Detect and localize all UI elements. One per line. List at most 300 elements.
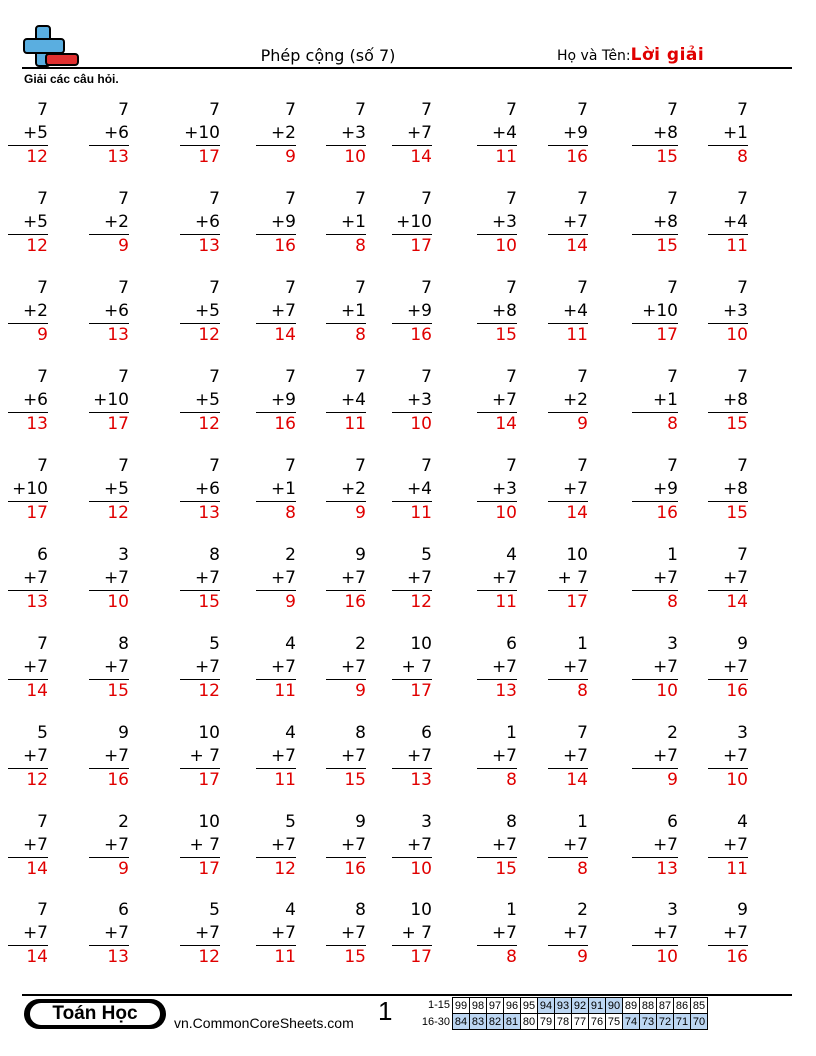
problem [708,366,748,436]
problem-addend-bottom: +7 [103,657,129,677]
problem-answer: 14 [8,857,48,881]
problem-addend-bottom: +7 [652,835,678,855]
problem-addend-bottom: +7 [22,923,48,943]
problem-answer: 16 [326,590,366,614]
problem-addend-top: 7 [421,189,432,209]
problem-answer: 8 [477,768,517,792]
problem-answer: 13 [89,145,129,169]
problem-addend-top: 6 [421,723,432,743]
problem-addend-top: 7 [209,367,220,387]
problem-addend-top: 7 [118,100,129,120]
problem [326,188,366,258]
score-cell: 78 [555,1014,572,1030]
problem-addend-bottom: +4 [722,212,748,232]
problem [89,277,129,347]
problem-answer: 14 [8,679,48,703]
problem-answer: 11 [708,857,748,881]
problem [8,188,48,258]
problem [256,277,296,347]
problem [548,544,588,614]
score-cell: 84 [453,1014,470,1030]
score-label-1: 1-15 [427,999,450,1011]
problem-answer: 12 [8,145,48,169]
problem-addend-top: 7 [37,189,48,209]
problem-addend-bottom: +2 [22,301,48,321]
brand-badge [24,999,166,1029]
score-cell: 92 [572,998,589,1014]
problem-addend-top: 9 [355,812,366,832]
problem-answer: 13 [89,323,129,347]
problem-addend-bottom: +7 [103,746,129,766]
problem-addend-bottom: +1 [270,479,296,499]
score-cell: 82 [487,1014,504,1030]
problem-answer: 15 [708,501,748,525]
problem-answer: 11 [708,234,748,258]
footer-divider [22,994,792,996]
problem-addend-bottom: +1 [340,212,366,232]
problem [708,899,748,969]
problem-answer: 17 [8,501,48,525]
problem-answer: 9 [632,768,678,792]
score-cell: 91 [589,998,606,1014]
problem-addend-top: 5 [209,900,220,920]
problem-answer: 8 [477,945,517,969]
problem-addend-top: 7 [209,456,220,476]
problem-addend-top: 7 [37,278,48,298]
problem-addend-top: 1 [506,900,517,920]
problem-addend-bottom: +7 [270,746,296,766]
problem-answer: 14 [548,501,588,525]
problem-answer: 15 [477,857,517,881]
problem [632,811,678,881]
problem [89,99,129,169]
problem-answer: 15 [89,679,129,703]
problem-addend-bottom: +7 [562,657,588,677]
score-cell: 90 [606,998,623,1014]
problem-addend-bottom: +7 [722,746,748,766]
problem-answer: 16 [708,679,748,703]
problem-answer: 17 [392,679,432,703]
problem-addend-bottom: +7 [103,835,129,855]
name-value: Lời giải [630,45,705,65]
problem [392,366,432,436]
problem [256,633,296,703]
problem-addend-top: 10 [198,723,220,743]
problem-addend-bottom: +3 [340,123,366,143]
problem-answer: 9 [548,945,588,969]
problem-addend-bottom: +4 [406,479,432,499]
problem-addend-top: 7 [737,189,748,209]
problem-addend-top: 10 [198,812,220,832]
problem-answer: 16 [632,501,678,525]
problem [89,366,129,436]
problem-addend-bottom: +7 [491,568,517,588]
problem [708,544,748,614]
problem-addend-top: 7 [506,100,517,120]
problem [477,633,517,703]
problem [708,455,748,525]
problem-answer: 11 [477,145,517,169]
problem [8,722,48,792]
problem-answer: 12 [8,234,48,258]
problem-answer: 12 [180,679,220,703]
problem [392,188,432,258]
problem-addend-top: 7 [577,456,588,476]
problem-addend-bottom: + 7 [557,568,588,588]
problem-addend-bottom: +5 [103,479,129,499]
problem [632,366,678,436]
problem-addend-top: 4 [285,634,296,654]
problem [8,899,48,969]
problem-addend-bottom: +7 [562,212,588,232]
problem [392,277,432,347]
problem-answer: 17 [89,412,129,436]
problem-addend-bottom: +7 [22,746,48,766]
problem-addend-top: 7 [421,100,432,120]
problem-answer: 10 [632,679,678,703]
problem-answer: 8 [632,590,678,614]
problem [392,899,432,969]
problem-addend-bottom: +3 [406,390,432,410]
problem-addend-bottom: +2 [103,212,129,232]
problem [89,811,129,881]
problem-answer: 12 [89,501,129,525]
problem-answer: 12 [256,857,296,881]
problem-addend-top: 4 [506,545,517,565]
page-number: 1 [378,996,393,1026]
problem-addend-bottom: +7 [491,390,517,410]
problem-answer: 16 [89,768,129,792]
problem-addend-bottom: +1 [652,390,678,410]
score-cell: 98 [470,998,487,1014]
problem-addend-bottom: +10 [184,123,220,143]
problem-addend-top: 7 [118,367,129,387]
problem-addend-top: 7 [37,456,48,476]
problem-addend-top: 7 [577,189,588,209]
score-cell: 74 [623,1014,640,1030]
problem-addend-top: 7 [285,189,296,209]
problem-addend-bottom: +9 [652,479,678,499]
problem-addend-bottom: +6 [103,301,129,321]
problem [632,722,678,792]
problem-answer: 17 [392,234,432,258]
problem [180,811,220,881]
problem-answer: 10 [392,857,432,881]
problem-addend-bottom: +9 [270,390,296,410]
problem [89,455,129,525]
problem-addend-top: 7 [577,367,588,387]
problem-answer: 9 [256,590,296,614]
problem-addend-bottom: +7 [652,568,678,588]
problem [89,722,129,792]
problem [392,811,432,881]
problem-addend-bottom: +7 [406,746,432,766]
problem-answer: 17 [180,768,220,792]
problem-answer: 17 [392,945,432,969]
problem [326,455,366,525]
score-cell: 93 [555,998,572,1014]
problem [180,99,220,169]
problem [89,188,129,258]
score-cell: 86 [674,998,691,1014]
problem-addend-top: 7 [355,278,366,298]
problem-answer: 12 [180,323,220,347]
problem [477,811,517,881]
problem-addend-bottom: +7 [22,835,48,855]
problem-addend-top: 7 [421,456,432,476]
problem [477,544,517,614]
problem [256,99,296,169]
problem-answer: 13 [392,768,432,792]
problem-answer: 10 [392,412,432,436]
problem [548,811,588,881]
score-cell: 77 [572,1014,589,1030]
score-cell: 75 [606,1014,623,1030]
problem-addend-bottom: +9 [406,301,432,321]
problem-answer: 17 [180,145,220,169]
problem [89,899,129,969]
problem-addend-bottom: +7 [722,568,748,588]
problem [180,544,220,614]
problem-addend-bottom: +3 [491,479,517,499]
problem-addend-top: 7 [737,100,748,120]
problem-addend-top: 9 [737,900,748,920]
problem-addend-bottom: +10 [93,390,129,410]
problem-addend-bottom: +6 [194,479,220,499]
score-cell: 96 [504,998,521,1014]
problem [632,277,678,347]
problem-addend-top: 7 [118,278,129,298]
problem-addend-top: 7 [667,367,678,387]
problem-addend-top: 8 [355,723,366,743]
problem-addend-top: 8 [209,545,220,565]
problem-addend-top: 7 [421,278,432,298]
problem [8,544,48,614]
problem-addend-bottom: +7 [22,568,48,588]
score-cell: 85 [691,998,708,1014]
problem [8,633,48,703]
problem-addend-top: 7 [285,367,296,387]
problem-addend-top: 7 [355,189,366,209]
problem [477,455,517,525]
problem-answer: 13 [8,412,48,436]
problem [708,722,748,792]
problem-answer: 14 [708,590,748,614]
problem-addend-top: 8 [506,812,517,832]
problem-answer: 17 [180,857,220,881]
problem [708,188,748,258]
problem-addend-bottom: +7 [722,657,748,677]
problem-addend-bottom: +7 [340,657,366,677]
problem-addend-top: 6 [37,545,48,565]
problem-answer: 9 [326,501,366,525]
score-cell: 89 [623,998,640,1014]
problem-answer: 10 [477,234,517,258]
problem-answer: 14 [256,323,296,347]
problem [632,188,678,258]
problem-addend-bottom: + 7 [401,657,432,677]
problem-addend-top: 7 [667,278,678,298]
problem-addend-bottom: +3 [491,212,517,232]
problem-addend-top: 7 [737,545,748,565]
problem-addend-bottom: +10 [12,479,48,499]
problem-answer: 11 [256,945,296,969]
name-label: Họ và Tên: [557,48,631,64]
problem [256,722,296,792]
problem-addend-top: 7 [37,812,48,832]
problem-addend-bottom: +7 [340,923,366,943]
problem-addend-top: 6 [506,634,517,654]
problem-addend-top: 1 [506,723,517,743]
problem [89,544,129,614]
problem-answer: 10 [708,768,748,792]
problem-addend-bottom: +7 [340,746,366,766]
problem-addend-bottom: +6 [22,390,48,410]
problem [326,366,366,436]
problem-addend-top: 7 [737,367,748,387]
problem-addend-bottom: +7 [722,923,748,943]
problem-addend-bottom: +7 [103,923,129,943]
problem [8,99,48,169]
problem [708,277,748,347]
problem-answer: 15 [708,412,748,436]
problem [548,277,588,347]
problem [256,811,296,881]
score-cell: 94 [538,998,555,1014]
problem-addend-bottom: + 7 [401,923,432,943]
problem-addend-bottom: + 7 [189,746,220,766]
problem-addend-bottom: +5 [194,390,220,410]
problem-addend-top: 7 [285,456,296,476]
problem-addend-top: 7 [667,456,678,476]
score-cell: 88 [640,998,657,1014]
problem-addend-bottom: +9 [270,212,296,232]
problem-addend-top: 7 [285,278,296,298]
problem-addend-bottom: + 7 [189,835,220,855]
problem-answer: 11 [477,590,517,614]
problem [708,99,748,169]
problem-addend-bottom: +8 [491,301,517,321]
problem [326,899,366,969]
problem-addend-top: 7 [209,189,220,209]
problem [256,899,296,969]
problem-answer: 17 [632,323,678,347]
problem-answer: 16 [256,234,296,258]
problem [548,99,588,169]
problem-addend-top: 7 [737,278,748,298]
problem-addend-bottom: +6 [103,123,129,143]
problem-answer: 8 [632,412,678,436]
problem-addend-bottom: +7 [491,923,517,943]
problem [326,722,366,792]
problem-answer: 13 [632,857,678,881]
problem-addend-top: 7 [506,189,517,209]
problem-addend-bottom: +7 [270,923,296,943]
problem-addend-bottom: +7 [270,835,296,855]
problem-answer: 12 [180,945,220,969]
problem-addend-top: 7 [577,723,588,743]
problem [326,277,366,347]
problem-answer: 14 [548,234,588,258]
problem-answer: 11 [256,679,296,703]
problem [8,811,48,881]
problem-addend-top: 10 [410,900,432,920]
problem-addend-top: 7 [667,100,678,120]
problem-addend-bottom: +7 [194,923,220,943]
problem-addend-bottom: +7 [652,746,678,766]
score-cell: 99 [453,998,470,1014]
problem-addend-top: 4 [285,723,296,743]
problem-addend-top: 7 [209,278,220,298]
problem-addend-top: 5 [209,634,220,654]
problem-answer: 8 [326,323,366,347]
problem-addend-bottom: +1 [340,301,366,321]
problem-addend-top: 6 [667,812,678,832]
problem-answer: 13 [180,501,220,525]
problem-addend-top: 7 [118,189,129,209]
problem-addend-bottom: +7 [340,835,366,855]
problem-addend-bottom: +7 [562,923,588,943]
problem [477,277,517,347]
problem [477,722,517,792]
problem [180,366,220,436]
score-cell: 97 [487,998,504,1014]
problem [89,633,129,703]
problem-answer: 13 [8,590,48,614]
problem-answer: 10 [632,945,678,969]
problem-answer: 8 [326,234,366,258]
problem-addend-bottom: +2 [562,390,588,410]
problem [180,188,220,258]
site-url: vn.CommonCoreSheets.com [174,1015,354,1031]
score-cell: 76 [589,1014,606,1030]
problem-addend-bottom: +7 [270,568,296,588]
problem-addend-bottom: +7 [270,301,296,321]
problem [392,633,432,703]
problem-addend-top: 7 [37,900,48,920]
problem-answer: 15 [180,590,220,614]
problem [392,544,432,614]
problem-addend-top: 4 [737,812,748,832]
problem-answer: 13 [477,679,517,703]
problem [180,633,220,703]
problem [477,899,517,969]
problem-addend-top: 7 [667,189,678,209]
problem-addend-top: 9 [355,545,366,565]
problem-addend-top: 7 [37,100,48,120]
problem-addend-top: 9 [118,723,129,743]
problem-answer: 16 [548,145,588,169]
problem-addend-top: 10 [566,545,588,565]
problem-addend-bottom: +7 [406,835,432,855]
problem-addend-top: 7 [37,367,48,387]
problem-addend-bottom: +3 [722,301,748,321]
problem-addend-bottom: +7 [103,568,129,588]
problem-addend-top: 3 [737,723,748,743]
problem-answer: 13 [89,945,129,969]
problem-addend-top: 7 [506,278,517,298]
problem-answer: 12 [180,412,220,436]
problem-addend-top: 3 [667,900,678,920]
score-cell: 80 [521,1014,538,1030]
instructions: Giải các câu hỏi. [24,72,119,86]
problem-answer: 9 [89,234,129,258]
problem-addend-bottom: +8 [652,212,678,232]
problem-addend-top: 2 [118,812,129,832]
problem-answer: 16 [326,857,366,881]
problem-addend-bottom: +7 [194,568,220,588]
problem [548,899,588,969]
